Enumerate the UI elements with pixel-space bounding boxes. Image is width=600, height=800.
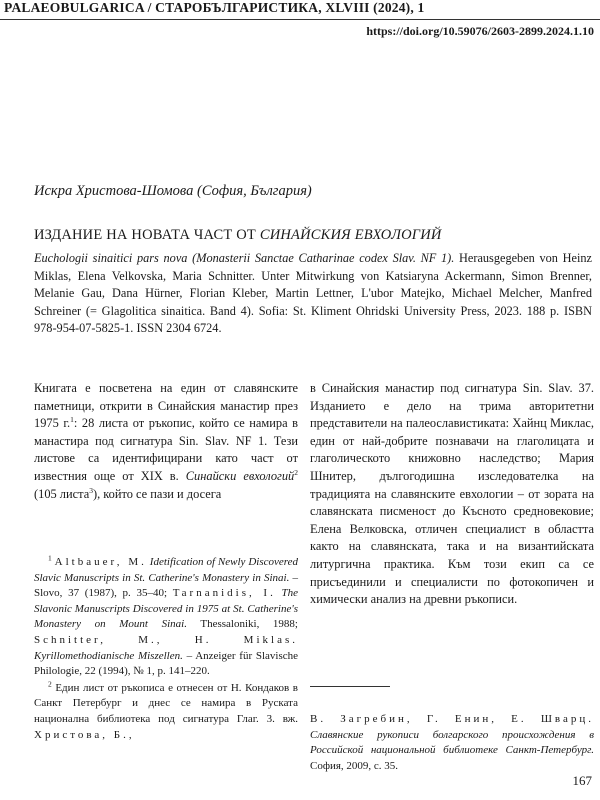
author-line: Искра Христова-Шомова (София, България) [34, 183, 312, 199]
biblio-title: Euchologii sinaitici pars nova (Monasterii Sanctae Catharinae codex Slav. NF 1). [34, 251, 455, 265]
footnote-text: София, 2009, с. 35. [310, 759, 399, 772]
footnote-title: The Slavonic Manuscripts Discovered in 1975 at St. Catherine's Monastery on Mount Sinai. [34, 587, 299, 631]
footnote-title: Kyrillomethodianische Miszellen. [34, 649, 183, 662]
footnote-1 [34, 555, 298, 680]
footnote-text: Един лист от ръкописа е отнесен от Н. Кондаков в Санкт Петербург и днес се намира в Руската национална библиотека под сигнатура Глаг. 3. вж. [34, 681, 298, 725]
bibliographic-reference [34, 250, 592, 338]
footnote-author: Altbauer, M. [54, 556, 147, 568]
footnotes-left [34, 555, 298, 744]
doi-link[interactable]: https://doi.org/10.59076/2603-2899.2024.1.10 [366, 24, 594, 38]
body-text-span: (105 листа [34, 486, 90, 501]
body-text-span: Книгата е посветена на един от славянските паметници, открити в Синайския манастир през 1975 г. [34, 381, 298, 431]
footnote-text: Thessaloniki, 1988; [186, 618, 298, 631]
journal-header: PALAEOBULGARICA / СТАРОБЪЛГАРИСТИКА, XLVIII (2024), 1 [4, 0, 425, 15]
footnote-mark[interactable]: 2 [294, 467, 298, 477]
footnote-2-continued [310, 712, 594, 774]
article-title-italic: СИНАЙСКИЯ ЕВХОЛОГИЙ [259, 227, 442, 243]
article-title-main: ИЗДАНИЕ НА НОВАТА ЧАСТ ОТ [34, 227, 260, 243]
body-paragraph-left [34, 380, 298, 503]
footnote-2 [34, 681, 298, 743]
body-text-span: : 28 листа от ръкопис, който се намира в манастира под сигнатура Sin. Slav. NF 1. Тези листове са идентифицирани като част от известния още от XIX в. [34, 416, 298, 483]
footnote-number: 2 [48, 679, 52, 689]
footnote-author: Христова, Б., [34, 728, 135, 741]
footnote-text: – Slovo, 37 (1987), p. 35–40; [34, 571, 298, 600]
page-number: 167 [572, 773, 592, 788]
footnote-title: Idetification of Newly Discovered Slavic Manuscripts in St. Catherine's Monastery in Sinai. [34, 556, 299, 584]
footnote-divider [310, 686, 390, 687]
biblio-details: Herausgegeben von Heinz Miklas, Elena Velkovska, Maria Schnitter. Unter Mitwirkung von Katsiaryna Ackermann, Simon Brenner, Melanie Gau, Dana Hürner, Florian Kleber, Martin Lettner, L'ubor Matejko, Michael Melcher, Manfred Schreiner (= Glagolitica sinaitica. Band 4). Sofia: St. Kliment Ohridski University Press, 2023. 188 p. ISBN 978-954-07-5825-1. ISSN 2304 6724. [34, 251, 593, 335]
article-title [34, 227, 442, 244]
footnote-mark[interactable]: 1 [70, 415, 74, 425]
body-column-right [310, 380, 594, 609]
footnote-number: 1 [48, 553, 52, 563]
footnote-author: Tarnanidis, I. [172, 587, 276, 600]
body-text-span: ), който се пази и досега [92, 486, 222, 501]
footnote-author: Schnitter, M., H. Miklas. [34, 633, 298, 646]
footnote-author: В. Загребин, Г. Енин, Е. Шварц. [310, 713, 594, 725]
body-column-left [34, 380, 298, 503]
body-text-italic: Синайски евхологий [185, 468, 295, 483]
header-divider [0, 19, 600, 20]
body-paragraph-right: в Синайския манастир под сигнатура Sin. Slav. 37. Изданието е дело на трима авторитетни представители на палеославистиката: Хайнц Миклас, един от най-добрите познавачи на глаголицата и глаголическото книжовно наследство; Мария Шнитер, дългогодишна изследователка на традицията на славянските евхологии – от зората на славянската писменост до Късното средновековие; Елена Велковска, отличен специалист в областта както на славянската, така и на византийската литургична практика. Към този екип са се присъединили и специалисти по фотокопичен и химически анализ на древни ръкописи. [310, 381, 594, 607]
footnote-title: Славянские рукописи болгарского происхождения в Российской национальной библиотеке Санкт-Петербург. [310, 728, 594, 757]
footnotes-right [310, 712, 594, 774]
footnote-text: – Anzeiger für Slavische Philologie, 22 (1994), № 1, p. 141–220. [34, 649, 298, 678]
footnote-mark[interactable]: 3 [89, 485, 93, 495]
